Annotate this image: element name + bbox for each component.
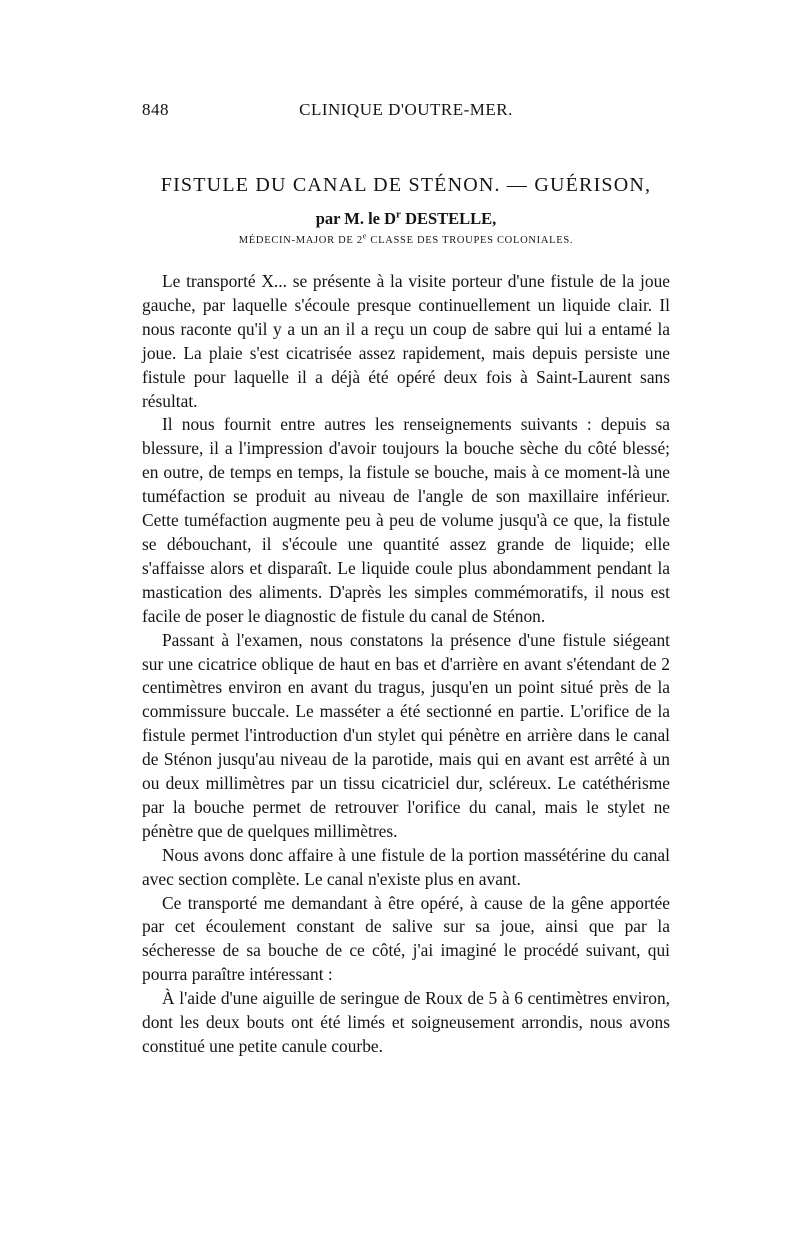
byline-prefix: par M. le D <box>315 209 397 228</box>
article-body <box>142 270 670 1059</box>
page-number: 848 <box>142 100 169 119</box>
affiliation-superscript: e <box>362 231 368 241</box>
paragraph: Passant à l'examen, nous constatons la présence d'une fistule siégeant sur une cicatrice oblique de haut en bas et d'arrière en avant s'étendant de 2 centimètres environ en avant du tragus, jusqu'en un point situé près de la commissure buccale. Le masséter a été sectionné en partie. L'orifice de la fistule permet l'introduction d'un stylet qui pénètre en arrière dans le canal de Sténon jusqu'au niveau de la parotide, mais qui en avant est arrêté à un ou deux millimètres par un tissu cicatriciel dur, scléreux. Le catéthérisme par la bouche permet de retrouver l'orifice du canal, mais le stylet ne pénètre que de quelques millimètres. <box>142 629 670 841</box>
paragraph: Il nous fournit entre autres les renseignements suivants : depuis sa blessure, il a l'impression d'avoir toujours la bouche sèche du côté blessé; en outre, de temps en temps, la fistule se bouche, mais à ce moment-là une tuméfaction se produit au niveau de l'angle de son maxillaire inférieur. Cette tuméfaction augmente peu à peu de volume jusqu'à ce que, la fistule se débouchant, il s'écoule une quantité assez grande de liquide; elle s'affaisse alors et disparaît. Le liquide coule plus abondamment pendant la mastication des aliments. D'après les simples commémoratifs, il nous est facile de poser le diagnostic de fistule du canal de Sténon. <box>142 414 670 626</box>
book-page <box>142 100 670 1059</box>
paragraph: Ce transporté me demandant à être opéré, à cause de la gêne apportée par cet écoulement constant de salive sur sa joue, ainsi que par la sécheresse de sa bouche de ce côté, j'ai imaginé le procédé suivant, qui pourra paraître intéressant : <box>142 892 670 985</box>
paragraph: Nous avons donc affaire à une fistule de la portion massétérine du canal avec section complète. Le canal n'existe plus en avant. <box>142 844 670 889</box>
article-title: FISTULE DU CANAL DE STÉNON. — GUÉRISON, <box>160 174 652 196</box>
byline-superscript: r <box>396 208 401 221</box>
paragraph: Le transporté X... se présente à la visite porteur d'une fistule de la joue gauche, par laquelle s'écoule presque continuellement un liquide clair. Il nous raconte qu'il y a un an il a reçu un coup de sabre qui lui a entamé la joue. La plaie s'est cicatrisée assez rapidement, mais depuis persiste une fistule pour laquelle il a déjà été opéré deux fois à Saint-Laurent sans résultat. <box>142 271 670 411</box>
affiliation-prefix: MÉDECIN-MAJOR DE 2 <box>238 235 363 246</box>
affiliation-suffix: CLASSE DES TROUPES COLONIALES. <box>367 235 574 246</box>
author-affiliation <box>142 231 670 246</box>
author-byline <box>142 209 670 229</box>
author-name: DESTELLE, <box>400 209 497 228</box>
paragraph: À l'aide d'une aiguille de seringue de Roux de 5 à 6 centimètres environ, dont les deux bouts ont été limés et soigneusement arrondis, nous avons constitué une petite canule courbe. <box>142 988 670 1056</box>
running-title: CLINIQUE D'OUTRE-MER. <box>299 100 513 119</box>
running-header <box>142 100 670 130</box>
